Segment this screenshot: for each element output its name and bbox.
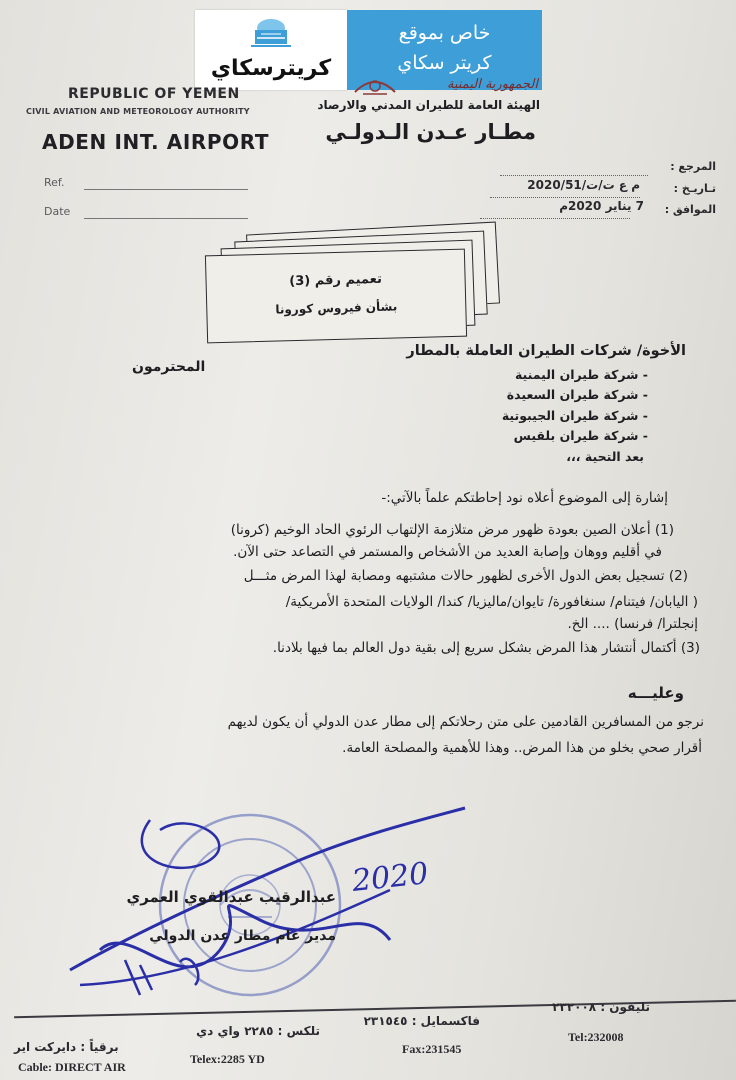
date-label-en: Date — [44, 205, 71, 218]
addressee-item: - شركة طيران بلقيس — [513, 428, 648, 443]
addressee-item: - شركة طيران اليمنية — [514, 367, 648, 382]
circular-subject: بشأن فيروس كورونا — [275, 299, 398, 317]
ref-label-en: Ref. — [44, 176, 65, 189]
request-line-1: نرجو من المسافرين القادمين على متن رحلاتكم إلى مطار عدن الدولي أن يكون لديهم — [227, 714, 704, 730]
addressee-item: - شركة طيران الجيبوتية — [501, 408, 648, 423]
site-credit-line2: كريتر سكاي — [397, 52, 492, 74]
corresponding-dotted-line — [480, 218, 630, 219]
respected-label: المحترمون — [132, 359, 206, 375]
yemen-eagle-emblem-icon — [345, 70, 405, 100]
handwritten-year: 2020 — [350, 856, 430, 899]
date-value: م ع ت/ت/2020/51 — [527, 178, 640, 192]
signatory-name: عبدالرقيب عبدالقوي العمري — [126, 888, 336, 906]
letterhead-republic-en: REPUBLIC OF YEMEN — [68, 86, 240, 102]
footer-fax-ar: فاكسمايل : ٢٣١٥٤٥ — [363, 1014, 480, 1028]
request-line-2: أقرار صحي بخلو من هذا المرض.. وهذا للأهمية والمصلحة العامة. — [342, 740, 702, 756]
body-point-1-line-2: في أقليم ووهان وإصابة العديد من الأشخاص والمستمر في التصاعد حتى الآن. — [233, 544, 662, 560]
therefore-label: وعليـــه — [627, 684, 684, 702]
letterhead-republic-ar: الجمهورية اليمنية — [446, 77, 538, 92]
corresponding-label-ar: الموافق : — [664, 203, 716, 216]
letterhead-authority-ar: الهيئة العامة للطيران المدني والارصاد — [317, 98, 540, 112]
footer-tel-ar: تليفون : ٢٣٢٠٠٨ — [552, 1000, 650, 1014]
circular-number: تعميم رقم (3) — [289, 271, 383, 290]
body-point-2-line-3: إنجلترا/ فرنسا) .... الخ. — [567, 616, 698, 632]
addressee-item: - شركة طيران السعيدة — [506, 387, 648, 402]
signatory-title: مدير عام مطار عدن الدولي — [149, 928, 336, 944]
addressees-header: الأخوة/ شركات الطيران العاملة بالمطار — [406, 343, 686, 359]
letterhead-airport-ar: مطـار عـدن الـدولـي — [325, 120, 536, 144]
corresponding-date-value: 7 يناير 2020م — [559, 199, 644, 213]
ref-underline — [84, 189, 248, 190]
footer-telex-en: Telex:2285 YD — [190, 1052, 265, 1066]
footer-cable-en: Cable: DIRECT AIR — [18, 1060, 126, 1074]
greeting: بعد التحية ،،، — [566, 449, 644, 464]
body-intro: إشارة إلى الموضوع أعلاه نود إحاطتكم علماً بالآتي:- — [381, 490, 668, 506]
ref-dotted-line — [500, 175, 648, 176]
ref-label-ar: المرجع : — [670, 160, 716, 173]
date-dotted-line — [490, 197, 640, 198]
site-logo-text: كريترسكاي — [210, 56, 332, 81]
site-logo — [195, 10, 347, 90]
footer-fax-en: Fax:231545 — [402, 1042, 462, 1056]
body-point-1-line-1: (1) أعلان الصين بعودة ظهور مرض متلازمة الإلتهاب الرئوي الحاد الوخيم (كرونا) — [230, 522, 674, 538]
circular-title-box — [205, 249, 467, 344]
body-point-3: (3) أكتمال أنتشار هذا المرض بشكل سريع إلى بقية دول العالم بما فيها بلادنا. — [272, 640, 700, 656]
letterhead-authority-en: CIVIL AVIATION AND METEOROLOGY AUTHORITY — [26, 107, 250, 116]
body-point-2-line-1: (2) تسجيل بعض الدول الأخرى لظهور حالات مشتبهه ومصابة لهذا المرض مثـــل — [243, 568, 688, 584]
footer-telex-ar: تلكس : ٢٢٨٥ واي دي — [196, 1024, 320, 1038]
site-logo-mark-icon — [245, 16, 297, 52]
date-underline — [84, 218, 248, 219]
letterhead-airport-en: ADEN INT. AIRPORT — [42, 130, 270, 154]
body-point-2-line-2: ( اليابان/ فيتنام/ سنغافورة/ تايوان/ماليزيا/ كندا/ الولايات المتحدة الأمريكية/ — [285, 594, 698, 610]
footer-tel-en: Tel:232008 — [568, 1030, 624, 1044]
date-label-ar: تـاريـخ : — [673, 182, 716, 195]
footer-cable-ar: برقياً : دايركت اير — [14, 1040, 119, 1054]
site-credit-line1: خاص بموقع — [398, 22, 491, 44]
